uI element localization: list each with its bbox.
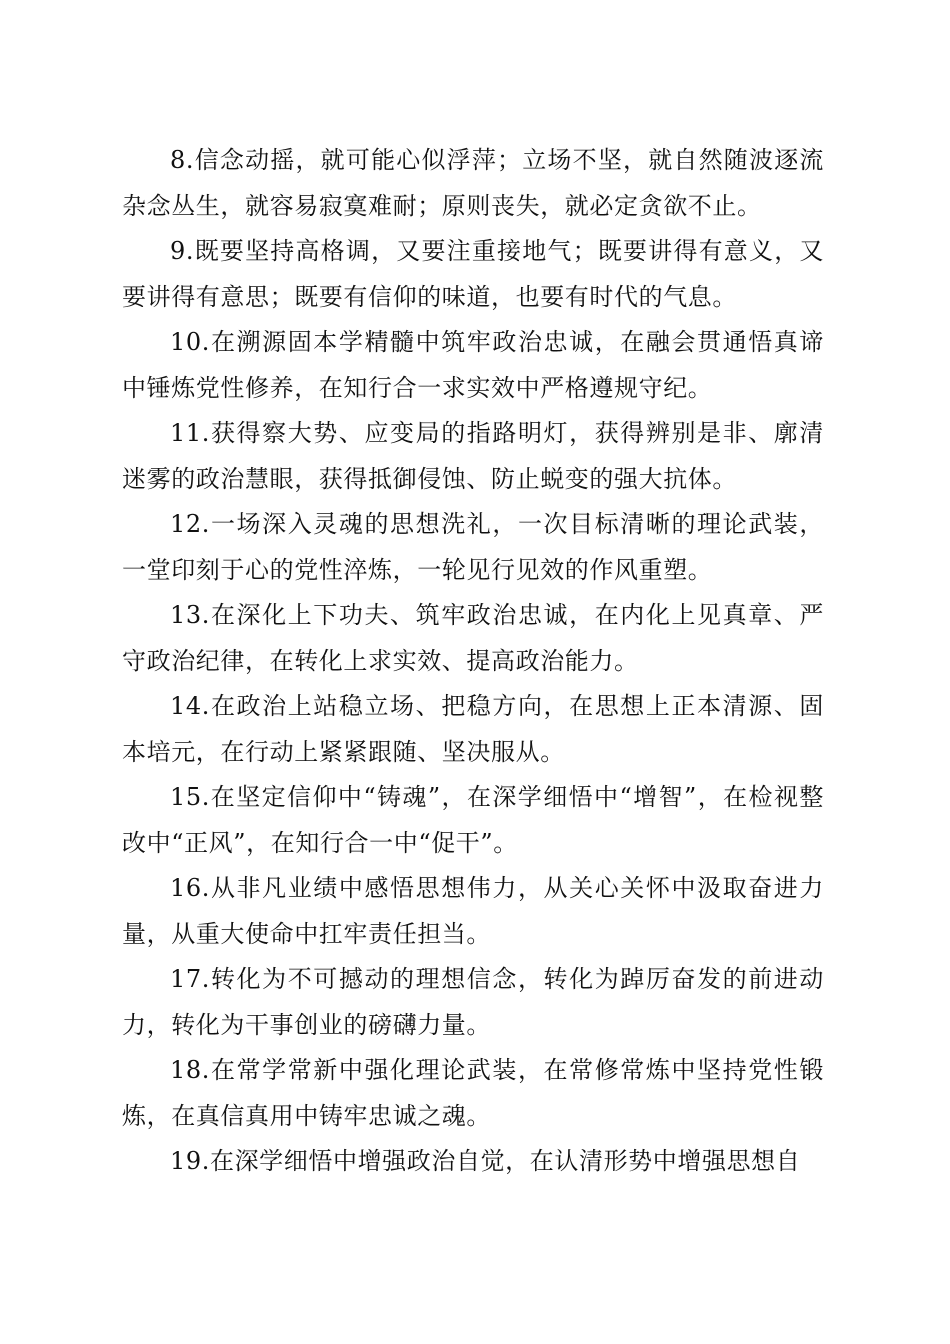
paragraph-9: 9.既要坚持高格调，又要注重接地气；既要讲得有意义，又要讲得有意思；既要有信仰的味道，也要有时代的气息。: [122, 237, 824, 311]
paragraph-15: 15.在坚定信仰中“铸魂”，在深学细悟中“增智”，在检视整改中“正风”，在知行合一中“促干”。: [122, 783, 824, 857]
paragraph-13: 13.在深化上下功夫、筑牢政治忠诚，在内化上见真章、严守政治纪律，在转化上求实效、提高政治能力。: [122, 601, 824, 675]
paragraph-10: 10.在溯源固本学精髓中筑牢政治忠诚，在融会贯通悟真谛中锤炼党性修养，在知行合一求实效中严格遵规守纪。: [122, 328, 824, 402]
paragraph-18: 18.在常学常新中强化理论武装，在常修常炼中坚持党性锻炼，在真信真用中铸牢忠诚之魂。: [122, 1056, 824, 1130]
paragraph-8: 8.信念动摇，就可能心似浮萍；立场不坚，就自然随波逐流杂念丛生，就容易寂寞难耐；原则丧失，就必定贪欲不止。: [122, 146, 824, 220]
paragraph-14: 14.在政治上站稳立场、把稳方向，在思想上正本清源、固本培元，在行动上紧紧跟随、坚决服从。: [122, 692, 824, 766]
paragraph-19: 19.在深学细悟中增强政治自觉，在认清形势中增强思想自: [170, 1147, 801, 1175]
paragraph-11: 11.获得察大势、应变局的指路明灯，获得辨别是非、廓清迷雾的政治慧眼，获得抵御侵蚀、防止蜕变的强大抗体。: [122, 419, 824, 493]
paragraph-12: 12.一场深入灵魂的思想洗礼，一次目标清晰的理论武装，一堂印刻于心的党性淬炼，一轮见行见效的作风重塑。: [122, 510, 824, 584]
paragraph-17: 17.转化为不可撼动的理想信念，转化为踔厉奋发的前进动力，转化为干事创业的磅礴力量。: [122, 965, 824, 1039]
document-body: [122, 138, 824, 1185]
paragraph-16: 16.从非凡业绩中感悟思想伟力，从关心关怀中汲取奋进力量，从重大使命中扛牢责任担当。: [122, 874, 824, 948]
